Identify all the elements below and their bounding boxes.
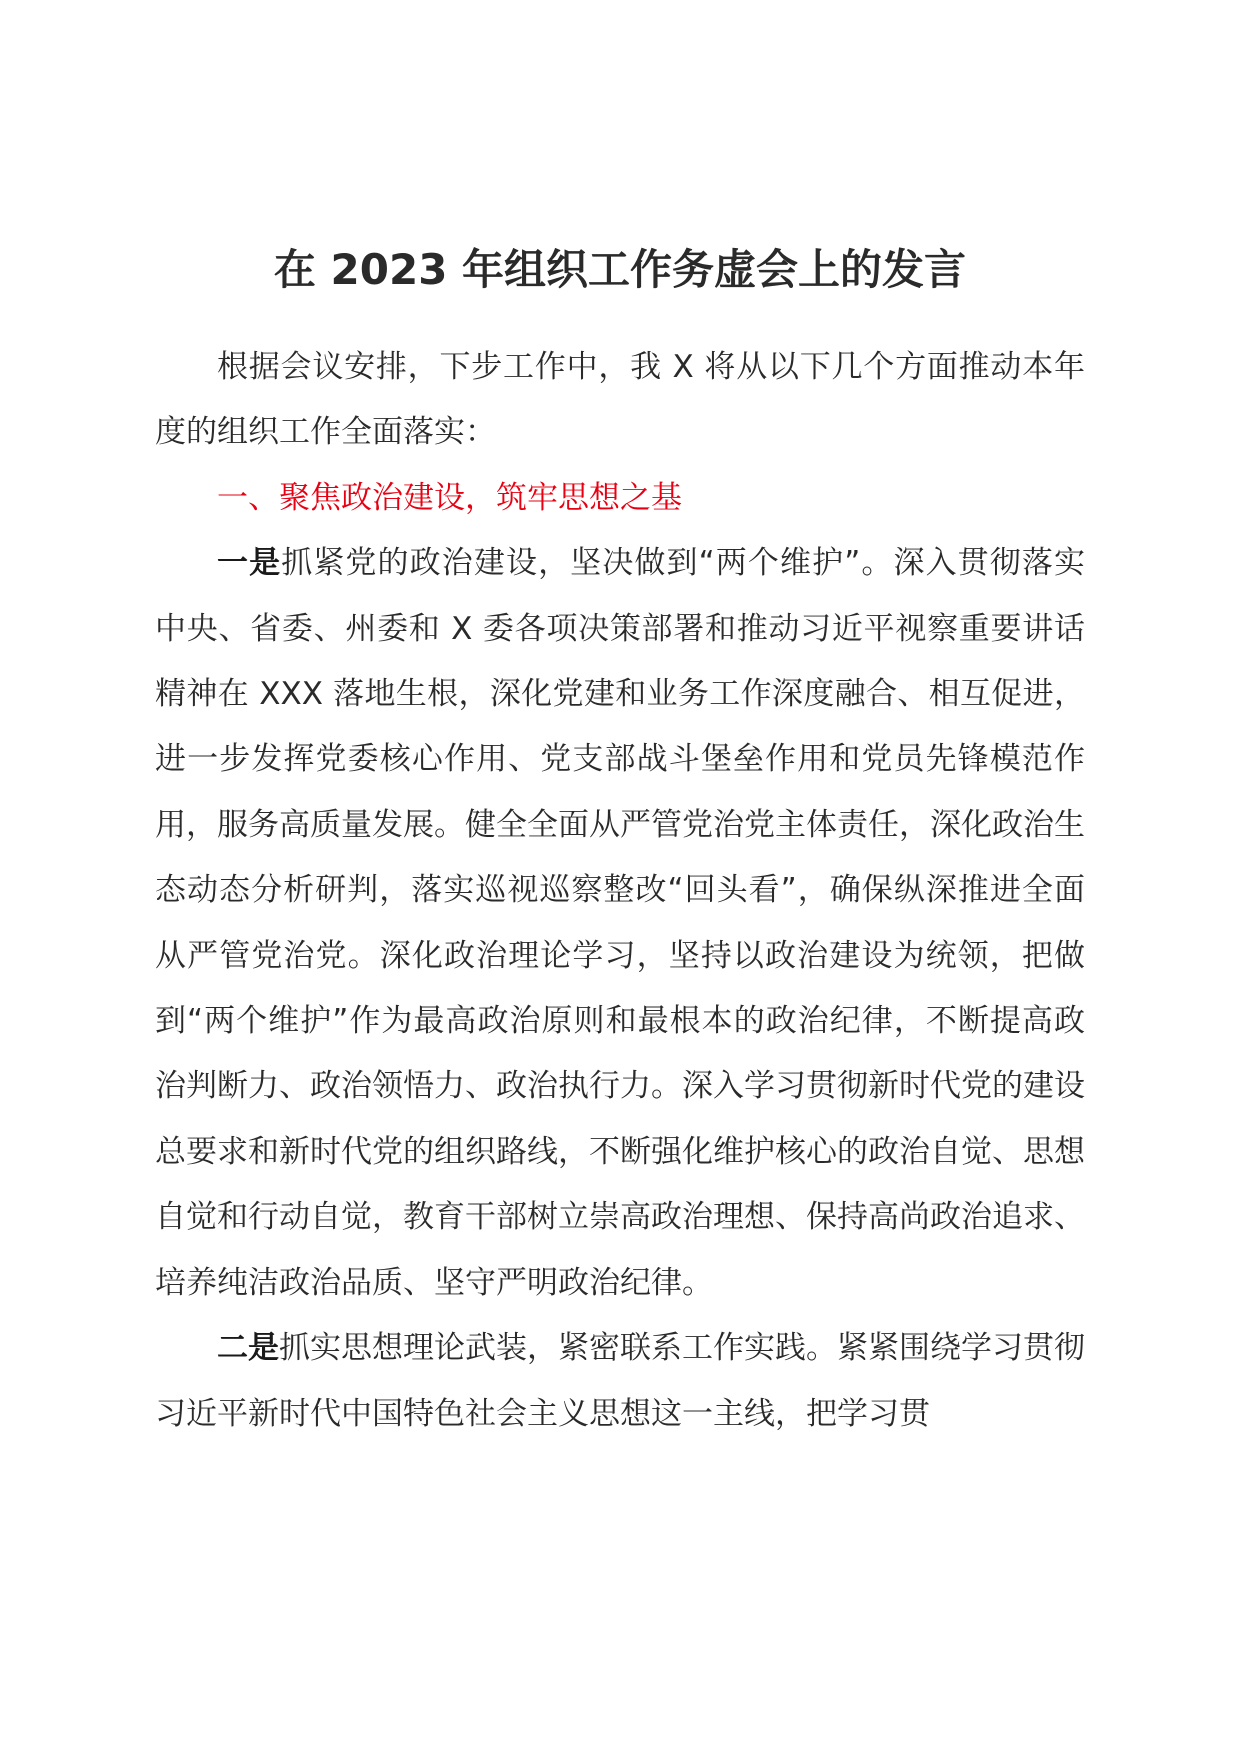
document-title: 在 2023 年组织工作务虚会上的发言 [273, 245, 967, 294]
paragraph-1-text: 抓紧党的政治建设，坚决做到“两个维护”。深入贯彻落实中央、省委、州委和 X 委各项决策部署和推动习近平视察重要讲话精神在 XXX 落地生根，深化党建和业务工作深度融合、相互促进，进一步发挥党委核心作用、党支部战斗堡垒作用和党员先锋模范作用，服务高质量发展。健全全面从严管党治党主体责任，深化政治生态动态分析研判，落实巡视巡察整改“回头看”，确保纵深推进全面从严管党治党。深化政治理论学习，坚持以政治建设为统领，把做到“两个维护”作为最高政治原则和最根本的政治纪律，不断提高政治判断力、政治领悟力、政治执行力。深入学习贯彻新时代党的建设总要求和新时代党的组织路线，不断强化维护核心的政治自觉、思想自觉和行动自觉，教育干部树立崇高政治理想、保持高尚政治追求、培养纯洁政治品质、坚守严明政治纪律。 [155, 545, 1085, 1301]
paragraph-1 [155, 531, 1085, 1316]
paragraph-2-text: 抓实思想理论武装，紧密联系工作实践。紧紧围绕学习贯彻习近平新时代中国特色社会主义思想这一主线，把学习贯 [155, 1330, 1085, 1432]
paragraph-2-lead: 二是 [217, 1330, 279, 1367]
intro-paragraph: 根据会议安排，下步工作中，我 X 将从以下几个方面推动本年度的组织工作全面落实： [155, 349, 1085, 451]
paragraph-1-lead: 一是 [217, 545, 282, 582]
document-body [155, 335, 1085, 1447]
paragraph-2 [155, 1316, 1085, 1447]
section-heading: 一、聚焦政治建设，筑牢思想之基 [217, 479, 682, 516]
